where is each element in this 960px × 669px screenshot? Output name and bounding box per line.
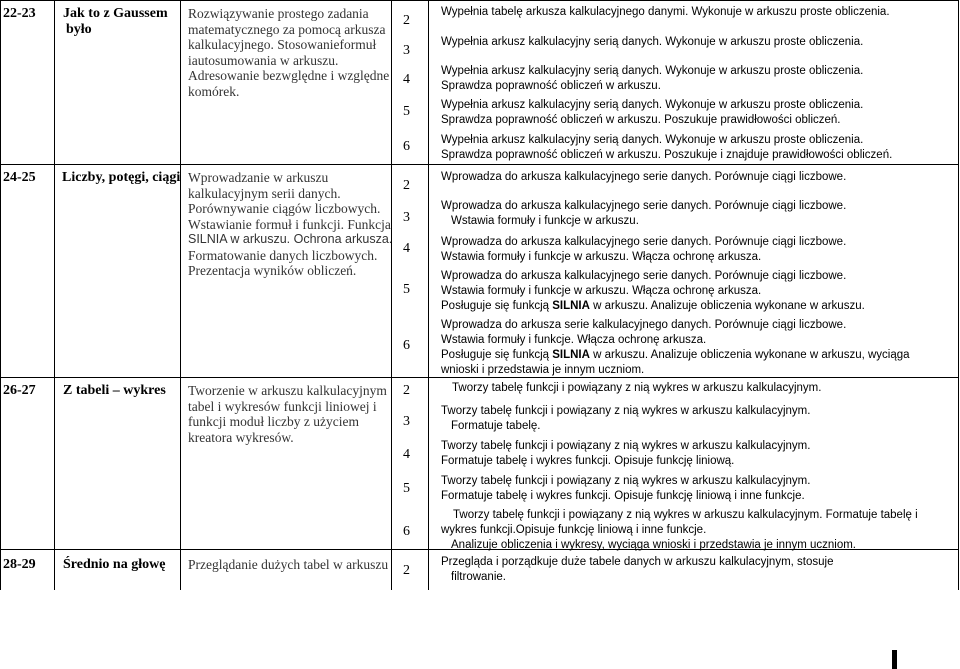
lesson-number: 26-27 bbox=[3, 383, 36, 398]
lesson-content bbox=[188, 383, 387, 445]
grade-3: 3 bbox=[403, 414, 410, 429]
requirement-line: Posługuje się funkcją SILNIA w arkuszu. Analizuje obliczenia wykonane w arkuszu. bbox=[441, 300, 865, 312]
column-divider bbox=[180, 0, 181, 590]
topic-title bbox=[63, 383, 166, 399]
requirement-line: Formatuje tabelę i wykres funkcji. Opisuje funkcję liniową. bbox=[441, 455, 735, 467]
requirement-grade-6 bbox=[441, 133, 892, 163]
requirement-grade-4 bbox=[441, 64, 863, 94]
grade-5: 5 bbox=[403, 481, 410, 496]
grade-2: 2 bbox=[403, 383, 410, 398]
lesson-number: 28-29 bbox=[3, 557, 36, 572]
column-divider bbox=[54, 0, 55, 590]
grade-5: 5 bbox=[403, 282, 410, 297]
requirement-line: Przegląda i porządkuje duże tabele danych w arkuszu kalkulacyjnym, stosuje bbox=[441, 556, 834, 568]
grade-3: 3 bbox=[403, 210, 410, 225]
requirement-line: Wstawia formuły i funkcje w arkuszu. Włącza ochronę arkusza. bbox=[441, 251, 762, 263]
requirement-line: Wypełnia tabelę arkusza kalkulacyjnego danymi. Wykonuje w arkuszu proste obliczenia. bbox=[441, 6, 890, 18]
lesson-content bbox=[188, 6, 389, 99]
requirement-line: Sprawdza poprawność obliczeń w arkuszu. Poszukuje i znajduje prawidłowości obliczeń. bbox=[441, 149, 893, 161]
lesson-number: 22-23 bbox=[3, 6, 36, 21]
grade-6: 6 bbox=[403, 524, 410, 539]
content-line: Adresowanie bezwględne i względne bbox=[188, 68, 390, 83]
requirement-line: Wprowadza do arkusza kalkulacyjnego serie danych. Porównuje ciągi liczbowe. bbox=[441, 200, 847, 212]
requirement-grade-2 bbox=[441, 170, 846, 185]
requirement-line: Wstawia formuły i funkcje w arkuszu. Włącza ochronę arkusza. bbox=[441, 285, 762, 297]
grade-2: 2 bbox=[403, 178, 410, 193]
requirement-grade-4 bbox=[441, 235, 846, 265]
requirement-line: Wypełnia arkusz kalkulacyjny serią danych. Wykonuje w arkuszu proste obliczenia. bbox=[441, 134, 864, 146]
requirement-line: Tworzy tabelę funkcji i powiązany z nią wykres w arkuszu kalkulacyjnym. Formatuje tabelę i bbox=[453, 509, 918, 521]
requirement-grade-6 bbox=[441, 318, 910, 378]
content-line: Prezentacja wyników obliczeń. bbox=[188, 263, 357, 278]
content-line: tabel i wykresów funkcji liniowej i bbox=[188, 398, 377, 414]
content-line: funkcji moduł liczby z użyciem bbox=[188, 414, 359, 429]
column-divider bbox=[0, 0, 1, 590]
requirement-grade-5 bbox=[441, 269, 865, 314]
requirement-grade-3 bbox=[441, 199, 846, 229]
column-divider bbox=[391, 0, 392, 590]
requirement-line: Tworzy tabelę funkcji i powiązany z nią wykres w arkuszu kalkulacyjnym. bbox=[452, 382, 822, 394]
content-line: Wstawianie formuł i funkcji. Funkcja bbox=[188, 216, 391, 232]
grade-2: 2 bbox=[403, 13, 410, 28]
topic-title bbox=[63, 557, 165, 573]
content-line: Tworzenie w arkuszu kalkulacyjnym bbox=[188, 383, 387, 398]
requirement-line: Wstawia formuły i funkcje. Włącza ochronę arkusza. bbox=[441, 334, 707, 346]
topic-line: było bbox=[66, 22, 92, 37]
requirement-line: wnioski i przedstawia je innym uczniom. bbox=[441, 364, 645, 376]
grade-4: 4 bbox=[403, 72, 410, 87]
requirement-line: Tworzy tabelę funkcji i powiązany z nią wykres w arkuszu kalkulacyjnym. bbox=[441, 440, 811, 452]
content-line: matematycznego za pomocą arkusza bbox=[188, 21, 386, 37]
requirement-grade-5 bbox=[441, 474, 810, 504]
requirement-line: Wprowadza do arkusza serie kalkulacyjnego danych. Porównuje ciągi liczbowe. bbox=[441, 319, 847, 331]
requirement-line: Posługuje się funkcją SILNIA w arkuszu. Analizuje obliczenia wykonane w arkuszu, wyciąga bbox=[441, 349, 910, 361]
requirement-line: Wypełnia arkusz kalkulacyjny serią danych. Wykonuje w arkuszu proste obliczenia. bbox=[441, 65, 864, 77]
topic-line: Z tabeli – wykres bbox=[63, 383, 166, 398]
topic-line: Liczby, potęgi, ciągi bbox=[62, 170, 181, 185]
grade-5: 5 bbox=[403, 104, 410, 119]
requirement-grade-2 bbox=[441, 555, 834, 585]
content-line: kreatora wykresów. bbox=[188, 429, 294, 445]
content-line: Porównywanie ciągów liczbowych. bbox=[188, 201, 381, 216]
requirement-line: wykres funkcji.Opisuje funkcję liniową i inne funkcje. bbox=[441, 524, 707, 536]
requirement-line: Sprawdza poprawność obliczeń w arkuszu. bbox=[441, 80, 661, 92]
requirement-line: Wprowadza do arkusza kalkulacyjnego serie danych. Porównuje ciągi liczbowe. bbox=[441, 236, 847, 248]
topic-line: Średnio na głowę bbox=[63, 557, 166, 572]
requirement-line: Wypełnia arkusz kalkulacyjny serią danych. Wykonuje w arkuszu proste obliczenia. bbox=[441, 99, 864, 111]
grade-2: 2 bbox=[403, 563, 410, 578]
topic-title bbox=[62, 170, 180, 186]
row-divider bbox=[0, 164, 959, 165]
content-line: Wprowadzanie w arkuszu bbox=[188, 170, 329, 185]
requirement-line: Tworzy tabelę funkcji i powiązany z nią wykres w arkuszu kalkulacyjnym. bbox=[441, 475, 811, 487]
requirement-grade-5 bbox=[441, 98, 863, 128]
lesson-number: 24-25 bbox=[3, 170, 36, 185]
page-mark bbox=[892, 650, 897, 669]
grade-6: 6 bbox=[403, 338, 410, 353]
requirement-line: Wprowadza do arkusza kalkulacyjnego serie danych. Porównuje ciągi liczbowe. bbox=[441, 171, 847, 183]
content-line: kalkulacyjnego. Stosowanieformuł bbox=[188, 37, 377, 52]
column-divider bbox=[958, 0, 959, 590]
lesson-content bbox=[188, 557, 388, 573]
column-divider bbox=[428, 0, 429, 590]
content-line: iautosumowania w arkuszu. bbox=[188, 52, 339, 68]
content-line: Rozwiązywanie prostego zadania bbox=[188, 6, 369, 21]
grade-6: 6 bbox=[403, 139, 410, 154]
requirement-line: Wstawia formuły i funkcje w arkuszu. bbox=[451, 215, 639, 227]
requirement-line: Wprowadza do arkusza kalkulacyjnego serie danych. Porównuje ciągi liczbowe. bbox=[441, 270, 847, 282]
content-line: Przeglądanie dużych tabel w arkuszu bbox=[188, 557, 389, 572]
row-divider bbox=[0, 0, 959, 1]
requirement-line: Formatuje tabelę i wykres funkcji. Opisuje funkcję liniową i inne funkcje. bbox=[441, 490, 805, 502]
requirement-line: Formatuje tabelę. bbox=[451, 420, 541, 432]
content-line: kalkulacyjnym serii danych. bbox=[188, 185, 341, 201]
requirement-line: Sprawdza poprawność obliczeń w arkuszu. Poszukuje prawidłowości obliczeń. bbox=[441, 114, 841, 126]
topic-line: Jak to z Gaussem bbox=[63, 6, 168, 21]
grade-4: 4 bbox=[403, 241, 410, 256]
requirement-line: Tworzy tabelę funkcji i powiązany z nią wykres w arkuszu kalkulacyjnym. bbox=[441, 405, 811, 417]
requirement-grade-2 bbox=[441, 5, 890, 20]
requirement-line: Wypełnia arkusz kalkulacyjny serią danych. Wykonuje w arkuszu proste obliczenia. bbox=[441, 36, 864, 48]
requirement-grade-3 bbox=[441, 404, 810, 434]
requirement-line: filtrowanie. bbox=[451, 571, 506, 583]
content-line: Formatowanie danych liczbowych. bbox=[188, 247, 378, 263]
requirement-grade-2 bbox=[452, 381, 821, 396]
grade-4: 4 bbox=[403, 447, 410, 462]
grade-3: 3 bbox=[403, 43, 410, 58]
requirement-grade-3 bbox=[441, 35, 863, 50]
content-line: SILNIA w arkuszu. Ochrona arkusza. bbox=[188, 232, 393, 246]
requirement-grade-6 bbox=[441, 508, 918, 553]
lesson-content bbox=[188, 170, 392, 279]
content-line: komórek. bbox=[188, 83, 240, 99]
topic-title bbox=[63, 6, 168, 38]
requirement-line: Analizuje obliczenia i wykresy, wyciąga wnioski i przedstawia je innym uczniom. bbox=[451, 539, 857, 551]
requirement-grade-4 bbox=[441, 439, 810, 469]
